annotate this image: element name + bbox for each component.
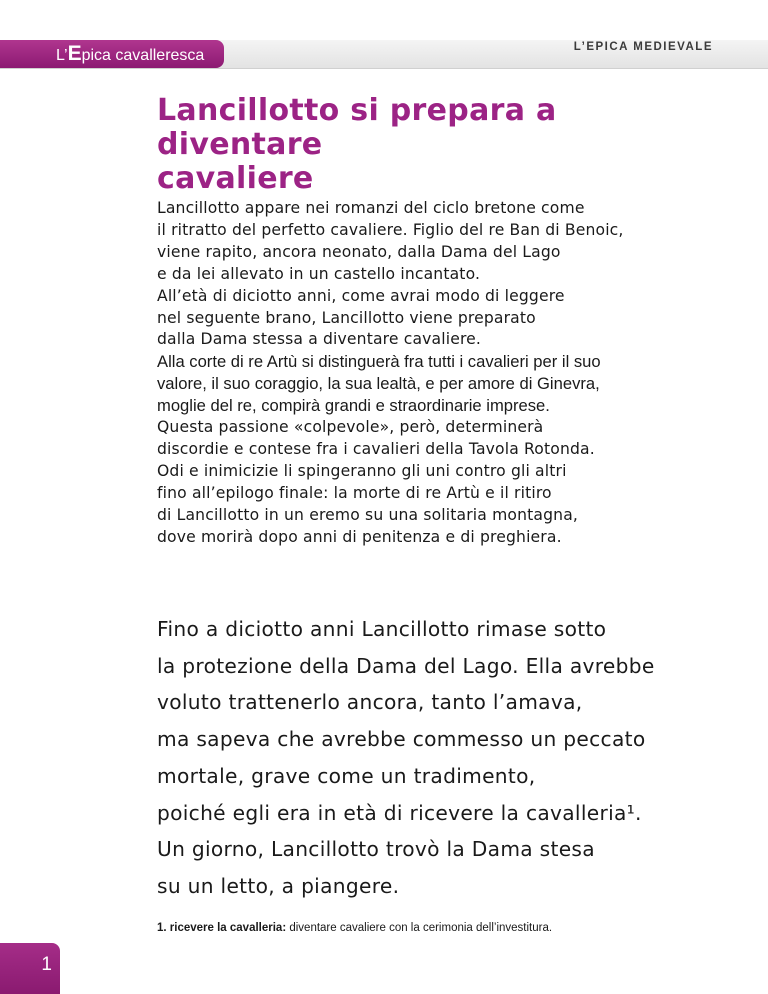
intro-line: dalla Dama stessa a diventare cavaliere.: [157, 330, 482, 349]
intro-line: viene rapito, ancora neonato, dalla Dama del Lago: [157, 242, 561, 261]
footnote: [157, 922, 737, 934]
intro-line: nel seguente brano, Lancillotto viene preparato: [157, 308, 536, 327]
story-line: Fino a diciotto anni Lancillotto rimase sotto: [157, 617, 607, 641]
intro-line: dove morirà dopo anni di penitenza e di preghiera.: [157, 527, 562, 546]
intro-line: fino all’epilogo finale: la morte di re Artù e il ritiro: [157, 483, 552, 502]
intro-line: discordie e contese fra i cavalieri della Tavola Rotonda.: [157, 439, 595, 458]
page-title: [157, 94, 727, 196]
footnote-definition: diventare cavaliere con la cerimonia dell’investitura.: [286, 922, 553, 934]
intro-line: valore, il suo coraggio, la sua lealtà, e per amore di Ginevra,: [157, 374, 600, 394]
story-line: mortale, grave come un tradimento,: [157, 763, 536, 788]
story-line: poiché egli era in età di ricevere la cavalleria¹.: [157, 800, 642, 825]
running-header: L’EPICA MEDIEVALE: [573, 41, 713, 53]
title-line: cavaliere: [157, 161, 314, 196]
footnote-term: 1. ricevere la cavalleria:: [157, 922, 287, 934]
story-line: Un giorno, Lancillotto trovò la Dama stesa: [157, 837, 595, 862]
page-number: 1: [41, 954, 52, 975]
intro-line: e da lei allevato in un castello incantato.: [157, 264, 481, 283]
story-line: voluto trattenerlo ancora, tanto l’amava,: [157, 690, 583, 715]
section-tab-prefix: L’: [56, 47, 68, 64]
intro-line: il ritratto del perfetto cavaliere. Figlio del re Ban di Benoic,: [157, 220, 624, 239]
intro-line: Lancillotto appare nei romanzi del ciclo bretone come: [157, 199, 585, 217]
intro-line: Odi e inimicizie li spingeranno gli uni contro gli altri: [157, 461, 567, 480]
section-tab-initial: E: [67, 42, 82, 65]
page-number-tab: [0, 943, 60, 994]
story-line: ma sapeva che avrebbe commesso un peccato: [157, 727, 646, 752]
intro-line: All’età di diciotto anni, come avrai modo di leggere: [157, 286, 565, 305]
story-text: [157, 611, 737, 905]
intro-line: Alla corte di re Artù si distinguerà fra tutti i cavalieri per il suo: [157, 352, 601, 372]
title-line: Lancillotto si prepara a diventare: [157, 93, 557, 162]
intro-paragraph: [157, 198, 727, 549]
section-tab: [0, 40, 224, 68]
intro-line: di Lancillotto in un eremo su una solitaria montagna,: [157, 505, 579, 524]
intro-line: moglie del re, compirà grandi e straordinarie imprese.: [157, 396, 550, 416]
story-line: su un letto, a piangere.: [157, 873, 400, 898]
intro-line: Questa passione «colpevole», però, determinerà: [157, 418, 544, 437]
story-line: la protezione della Dama del Lago. Ella avrebbe: [157, 653, 655, 678]
section-tab-label: pica cavalleresca: [81, 47, 205, 64]
